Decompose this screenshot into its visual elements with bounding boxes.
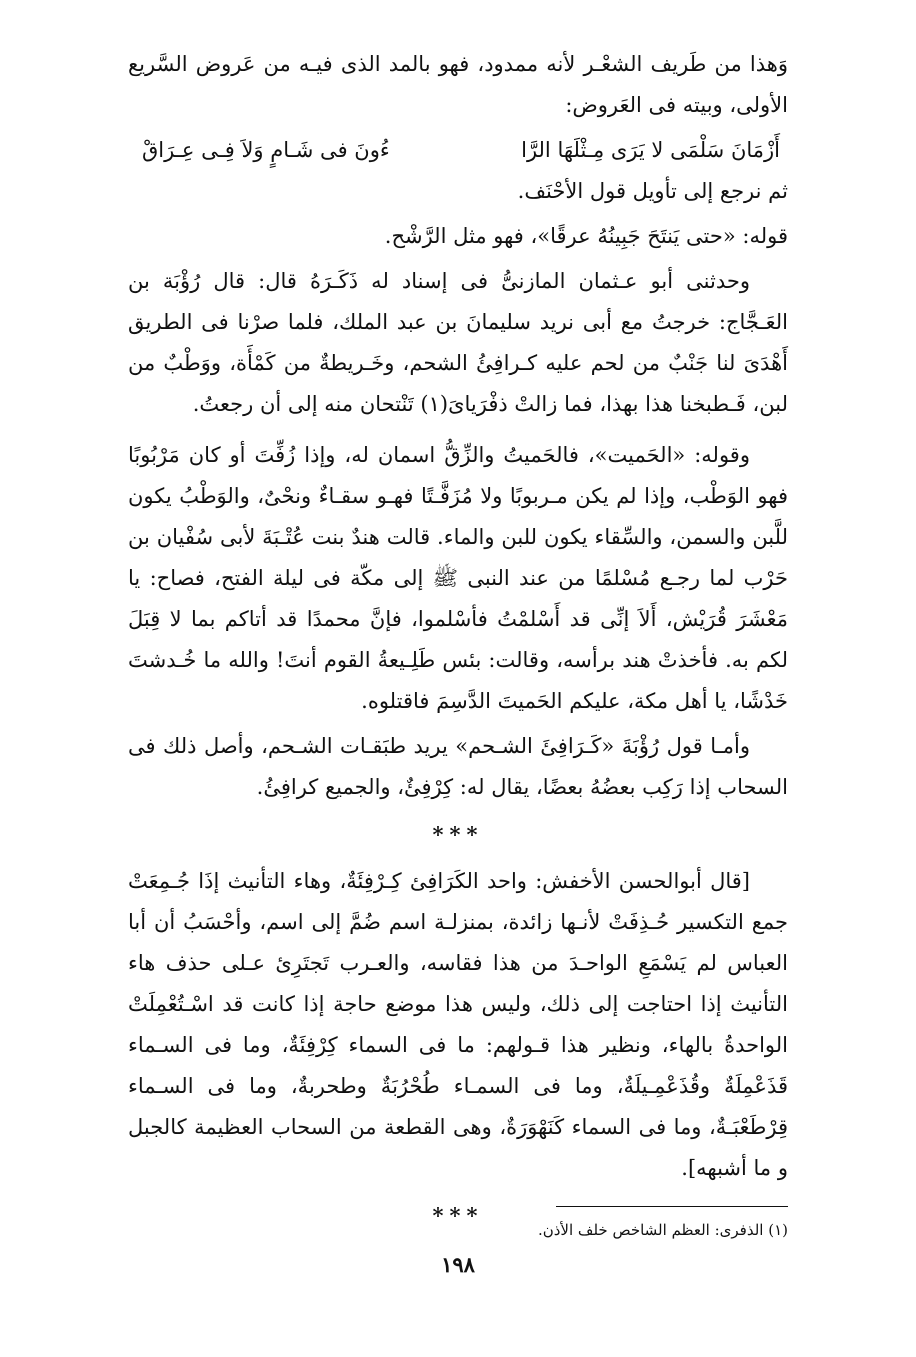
paragraph-4: وحدثنى أبو عـثمان المازنىُّ فى إسناد له ذَكَـرَهُ قال: قال رُؤْبَة بن العَـجَّاج: خرجتُ مع أبى نريد سليمانَ بن عبد الملك، فلما صرْنا فى الطريق أَهْدَىَ لنا جَنْبٌ من لحم عليه كـرافِئُ الشحم، وخَـريطةٌ من كَمْأَة، ووَطْبٌ من لبن، فَـطبخنا هذا بهذا، فما زالتْ ذفْرَياىَ(١) تَنْتحان منه إلى أن رجعتُ. [128,269,788,416]
paragraph-7: [قال أبوالحسن الأخفش: واحد الكَرَافِئ كِـرْفِئَةٌ، وهاء التأنيث إذَا جُـمِعَتْ جمع التكسير حُـذِفَتْ لأنـها زائدة، بمنزلـة اسم ضُمَّ إلى اسم، وأحْسَبُ أن أبا العباس لم يَسْمَعِ الواحـدَ من هذا فقاسه، والعـرب تَجتَرِئ عـلى حذف هاء التأنيث إذا احتاجت إلى ذلك، وليس هذا موضع حاجة إذا كانت قد اسْـتُعْمِلَتْ الواحدةُ بالهاء، ونظير هذا قـولهم: ما فى السماء كِرْفِئَةٌ، وما فى السـماء قَذَعْمِلَةٌ وقُذَعْمِـيلَةٌ، وما فى السمـاء طُحْرُبَةٌ وطحربةٌ، وما فى السـماء قِرْطَعْبَـةٌ، وما فى السماء كَنَهْوَرَةٌ، وهى القطعة من السحاب العظيمة كالجبل و ما أشبهه]. [128,869,788,1180]
section-separator-end: *** [432,1203,484,1228]
poetry-verse [128,130,788,171]
paragraph-1: وَهذا من طَريف الشعْـر لأنه ممدود، فهو بالمد الذى فيـه من عَروض السَّريع الأولى، وبيته فى العَروض: [128,52,788,117]
page-number: ١٩٨ [441,1252,475,1277]
paragraph-2: ثم نرجع إلى تأويل قول الأحْنَف. [517,179,788,203]
paragraph-5: وقوله: «الحَميت»، فالحَميتُ والزِّقُّ اسمان له، وإذا زُفِّتَ أو كان مَرْبُوبًا فهو الوَطْب، وإذا لم يكن مـربوبًا ولا مُزَفَّـتًا فهـو سقـاءٌ ونحْىٌ، والوَطْبُ يكون للَّبن والسمن، والسِّقاء يكون للبن والماء. قالت هندٌ بنت عُتْـبَةَ لأبى سُفْيان بن حَرْب لما رجـع مُسْلمًا من عند النبى ﷺ إلى مكّة فى ليلة الفتح، فصاح: يا مَعْشَرَ قُرَيْش، أَلاَ إنِّى قد أَسْلمْتُ فأسْلموا، فإنَّ محمدًا قد أتاكم بما لا قِبَلَ لكم به. فأخذتْ هند برأسه، وقالت: بئس طَلِـيعةُ القوم أنتَ! والله ما خُـدشتَ خَدْشًا، يا أهل مكة، عليكم الحَميتَ الدَّسِمَ فاقتلوه. [128,443,788,713]
paragraph-6: وأمـا قول رُؤْبَةَ «كَـرَافِئَ الشـحم» يريد طبَقـات الشـحم، وأصل ذلك فى السحاب إذا رَكِب بعضُهُ بعضًا، يقال له: كِرْفِئٌ، والجميع كرافِئُ. [128,734,788,799]
paragraph-3: قوله: «حتى يَنتَحَ جَبِينُهُ عرقًا»، فهو مثل الرَّشْح. [384,224,788,248]
main-text [128,44,788,1242]
footnote: (١) الذفرى: العظم الشاخص خلف الأذن. [537,1221,788,1239]
verse-first-hemistich: أَزْمَانَ سَلْمَى لا يَرَى مِـثْلَهَا الرَّا [521,138,780,162]
verse-second-hemistich: ءُونَ فى شَـامٍ وَلاَ فِـى عِـرَاقْ [142,138,390,162]
section-separator: *** [432,822,484,847]
footnote-divider [556,1206,788,1207]
